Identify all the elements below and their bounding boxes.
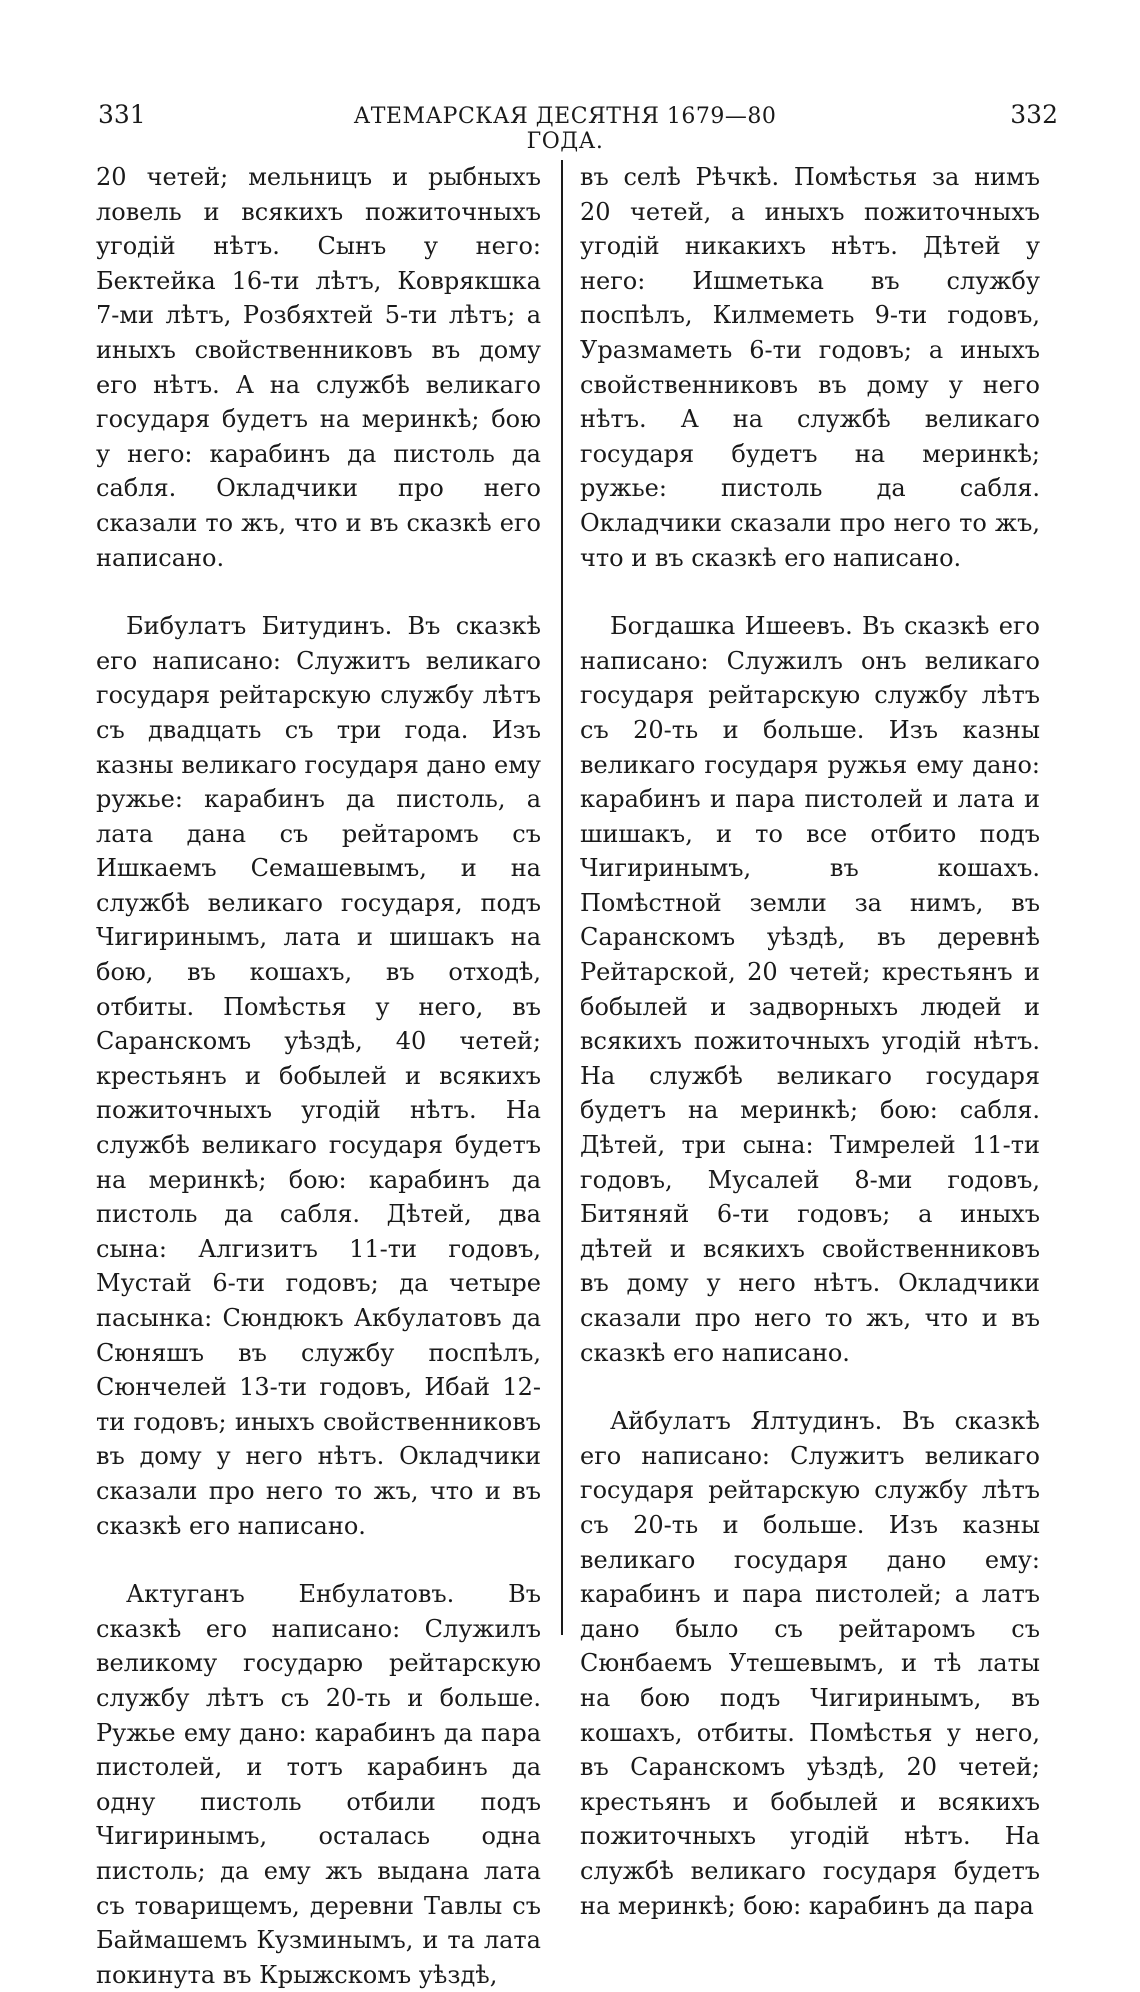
paragraph: Актуганъ Енбулатовъ. Въ сказкѣ его написано: Служилъ великому государю рейтарскую службу лѣтъ съ 20-ть и больше. Ружье ему дано: карабинъ да пара пистолей, и тотъ карабинъ да одну пистоль отбили подъ Чигиринымъ, осталась одна пистоль; да ему жъ выдана лата съ товарищемъ, деревни Тавлы съ Баймашемъ Кузминымъ, и та лата покинута въ Крыжскомъ уѣздѣ,	[96, 1580, 541, 1989]
left-column	[96, 160, 541, 1992]
page-number-right: 332	[1010, 100, 1058, 129]
paragraph: Бибулатъ Битудинъ. Въ сказкѣ его написано: Служитъ великаго государя рейтарскую службу лѣтъ съ двадцать съ три года. Изъ казны великаго государя дано ему ружье: карабинъ да пистоль, а лата дана съ рейтаромъ съ Ишкаемъ Семашевымъ, и на службѣ великаго государя, подъ Чигиринымъ, лата и шишакъ на бою, въ кошахъ, въ отходѣ, отбиты. Помѣстья у него, въ Саранскомъ уѣздѣ, 40 четей; крестьянъ и бобылей и всякихъ пожиточныхъ угодій нѣтъ. На службѣ великаго государя будетъ на меринкѣ; бою: карабинъ да пистоль да сабля. Дѣтей, два сына: Алгизитъ 11-ти годовъ, Мустай 6-ти годовъ; да четыре пасынка: Сюндюкъ Акбулатовъ да Сюняшъ въ службу поспѣлъ, Сюнчелей 13-ти годовъ, Ибай 12-ти годовъ; иныхъ свойственниковъ въ дому у него нѣтъ. Окладчики сказали про него то жъ, что и въ сказкѣ его написано.	[96, 612, 541, 1540]
paragraph: Богдашка Ишеевъ. Въ сказкѣ его написано: Служилъ онъ великаго государя рейтарскую службу лѣтъ съ 20-ть и больше. Изъ казны великаго государя ружья ему дано: карабинъ и пара пистолей и лата и шишакъ, и то все отбито подъ Чигиринымъ, въ кошахъ. Помѣстной земли за нимъ, въ Саранскомъ уѣздѣ, въ деревнѣ Рейтарской, 20 четей; крестьянъ и бобылей и задворныхъ людей и всякихъ пожиточныхъ угодій нѣтъ. На службѣ великаго государя будетъ на меринкѣ; бою: сабля. Дѣтей, три сына: Тимрелей 11-ти годовъ, Мусалей 8-ми годовъ, Битяняй 6-ти годовъ; а иныхъ дѣтей и всякихъ свойственниковъ въ дому у него нѣтъ. Окладчики сказали про него то жъ, что и въ сказкѣ его написано.	[580, 612, 1040, 1367]
right-column	[580, 160, 1040, 1923]
running-title: АТЕМАРСКАЯ ДЕСЯТНЯ 1679—80 ГОДА.	[353, 104, 777, 154]
paragraph: Айбулатъ Ялтудинъ. Въ сказкѣ его написано: Служитъ великаго государя рейтарскую службу лѣтъ съ 20-ть и больше. Изъ казны великаго государя дано ему: карабинъ и пара пистолей; а латъ дано было съ рейтаромъ съ Сюнбаемъ Утешевымъ, и тѣ латы на бою подъ Чигиринымъ, въ кошахъ, отбиты. Помѣстья у него, въ Саранскомъ уѣздѣ, 20 четей; крестьянъ и бобылей и всякихъ пожиточныхъ угодій нѣтъ. На службѣ великаго государя будетъ на меринкѣ; бою: карабинъ да пара	[580, 1407, 1040, 1920]
column-divider	[561, 160, 563, 1635]
paragraph: 20 четей; мельницъ и рыбныхъ ловель и всякихъ пожиточныхъ угодій нѣтъ. Сынъ у него: Бектейка 16-ти лѣтъ, Коврякшка 7-ми лѣтъ, Розбяхтей 5-ти лѣтъ; а иныхъ свойственниковъ въ дому его нѣтъ. А на службѣ великаго государя будетъ на меринкѣ; бою у него: карабинъ да пистоль да сабля. Окладчики про него сказали то жъ, что и въ сказкѣ его написано.	[96, 163, 541, 572]
paragraph: въ селѣ Рѣчкѣ. Помѣстья за нимъ 20 четей, а иныхъ пожиточныхъ угодій никакихъ нѣтъ. Дѣтей у него: Ишметька въ службу поспѣлъ, Килмеметь 9-ти годовъ, Уразмаметь 6-ти годовъ; а иныхъ свойственниковъ въ дому у него нѣтъ. А на службѣ великаго государя будетъ на меринкѣ; ружье: пистоль да сабля. Окладчики сказали про него то жъ, что и въ сказкѣ его написано.	[580, 163, 1040, 572]
page-number-left: 331	[98, 100, 146, 129]
